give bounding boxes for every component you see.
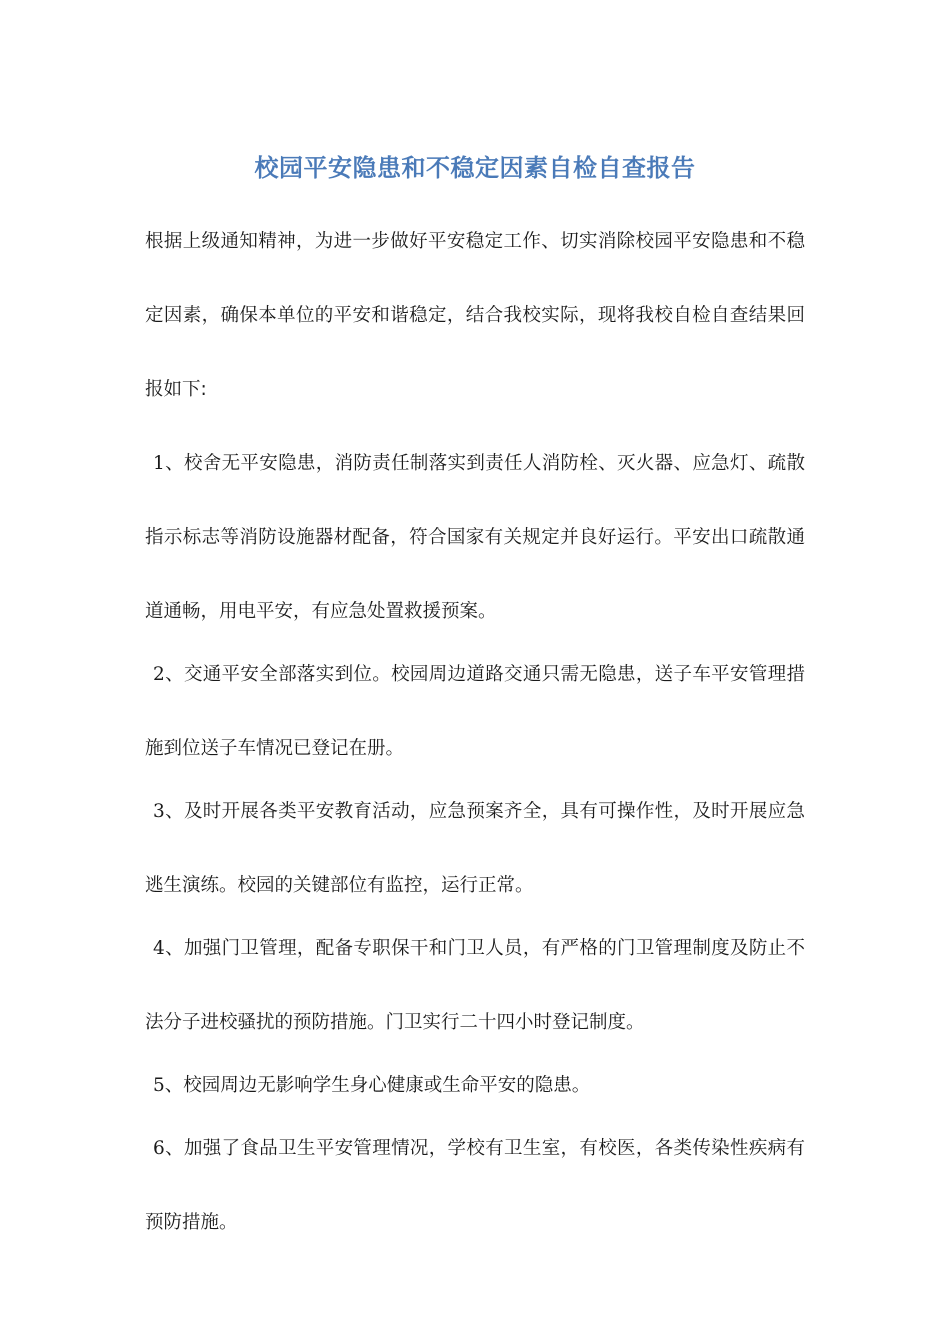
item-number: 3 — [153, 801, 165, 822]
item-text: 、校舍无平安隐患，消防责任制落实到责任人消防栓、灭火器、应急灯、疏散指示标志等消防设施器材配备，符合国家有关规定并良好运行。平安出口疏散通道通畅，用电平安，有应急处置救援预案。 — [145, 453, 805, 622]
item-number: 2 — [153, 664, 165, 685]
item-paragraph-4 — [145, 912, 805, 1060]
item-paragraph-1 — [145, 427, 805, 649]
item-number: 4 — [153, 938, 165, 959]
item-number: 1 — [153, 453, 165, 474]
item-number: 5 — [153, 1075, 165, 1096]
document-body — [145, 205, 805, 1260]
item-text: 、交通平安全部落实到位。校园周边道路交通只需无隐患，送子车平安管理措施到位送子车情况已登记在册。 — [145, 664, 805, 759]
item-text: 、加强门卫管理，配备专职保干和门卫人员，有严格的门卫管理制度及防止不法分子进校骚扰的预防措施。门卫实行二十四小时登记制度。 — [145, 938, 805, 1033]
item-number: 6 — [153, 1138, 165, 1159]
item-text: 、校园周边无影响学生身心健康或生命平安的隐患。 — [164, 1075, 591, 1096]
item-paragraph-2 — [145, 638, 805, 786]
item-text: 、加强了食品卫生平安管理情况，学校有卫生室，有校医，各类传染性疾病有预防措施。 — [145, 1138, 805, 1233]
item-paragraph-6 — [145, 1112, 805, 1260]
document-title: 校园平安隐患和不稳定因素自检自查报告 — [254, 153, 696, 182]
intro-paragraph: 根据上级通知精神，为进一步做好平安稳定工作、切实消除校园平安隐患和不稳定因素，确保本单位的平安和谐稳定，结合我校实际，现将我校自检自查结果回报如下: — [145, 231, 805, 400]
item-paragraph-3 — [145, 775, 805, 923]
item-text: 、及时开展各类平安教育活动，应急预案齐全，具有可操作性，及时开展应急逃生演练。校园的关键部位有监控，运行正常。 — [145, 801, 805, 896]
